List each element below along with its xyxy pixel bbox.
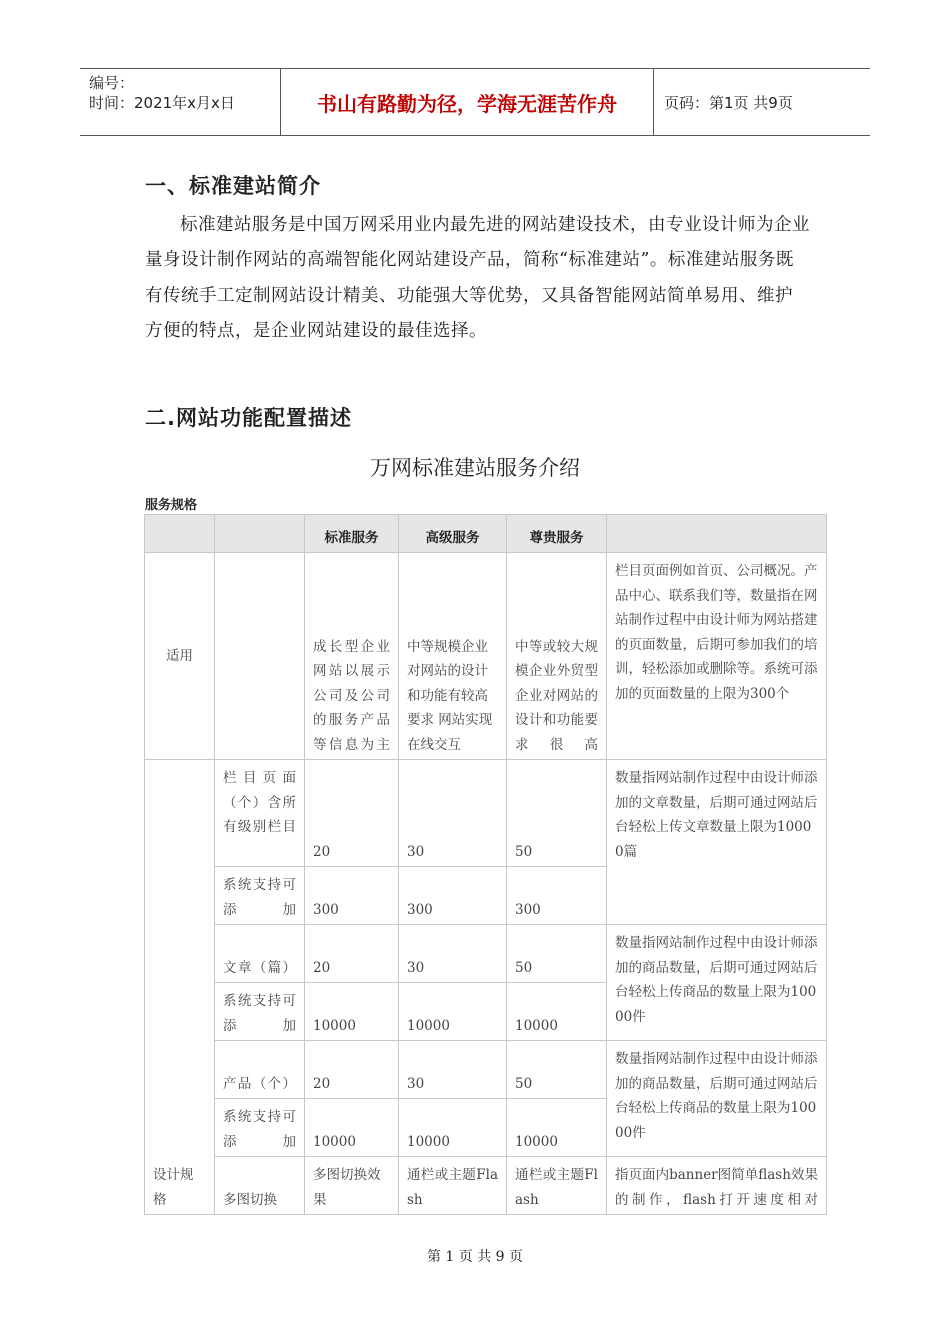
table-row [145,760,827,867]
table-row [145,1157,827,1215]
row-label: 系统支持可添加 [215,1099,305,1157]
section1-paragraph: 标准建站服务是中国万网采用业内最先进的网站建设技术，由专业设计师为企业量身设计制作网站的高端智能化网站建设产品，简称“标准建站”。标准建站服务既有传统手工定制网站设计精美、功能强大等优势，又具备智能网站简单易用、维护方便的特点，是企业网站建设的最佳选择。 [145,215,810,341]
value-cell: 通栏或主题Flash [507,1157,607,1215]
value-cell: 20 [305,760,399,867]
apply-label: 适用 [145,553,215,760]
row-note: 数量指网站制作过程中由设计师添加的商品数量，后期可通过网站后台轻松上传商品的数量上限为10000件 [607,1041,827,1157]
apply-premium: 中等或较大规模企业外贸型企业对网站的设计和功能要求很高 [507,553,607,760]
row-label: 系统支持可添加 [215,867,305,925]
apply-note: 栏目页面例如首页、公司概况。产品中心、联系我们等，数量指在网站制作过程中由设计师为网站搭建的页面数量，后期可参加我们的培训，轻松添加或删除等。系统可添加的页面数量的上限为300个 [607,553,827,760]
page-header [80,68,870,136]
table-header-row [145,515,827,553]
value-cell: 50 [507,925,607,983]
header-time: 时间：2021年x月x日 [89,94,235,112]
header-standard: 标准服务 [305,515,399,553]
value-cell: 300 [399,867,507,925]
section1-title: 一、标准建站简介 [145,174,321,198]
value-cell: 300 [305,867,399,925]
value-cell: 多图切换效果 [305,1157,399,1215]
value-cell: 10000 [399,983,507,1041]
table-row-apply [145,553,827,760]
header-page-info: 页码：第1页 共9页 [664,93,793,112]
value-cell: 通栏或主题Flash [399,1157,507,1215]
table-row [145,925,827,983]
value-cell: 10000 [399,1099,507,1157]
apply-advanced: 中等规模企业对网站的设计和功能有较高要求 网站实现在线交互 [399,553,507,760]
section1-body [145,208,810,349]
value-cell: 10000 [305,1099,399,1157]
row-label: 文章（篇） [215,925,305,983]
service-table [144,514,827,1215]
page-footer: 第 1 页 共 9 页 [426,1249,524,1265]
section2-title: 二.网站功能配置描述 [145,406,352,430]
empty-cell [215,553,305,760]
value-cell: 300 [507,867,607,925]
table-row [145,1041,827,1099]
row-label: 多图切换 [215,1157,305,1215]
row-label: 系统支持可添加 [215,983,305,1041]
header-meta [80,69,281,135]
header-motto: 书山有路勤为径，学海无涯苦作舟 [281,69,654,135]
row-note: 数量指网站制作过程中由设计师添加的商品数量，后期可通过网站后台轻松上传商品的数量上限为10000件 [607,925,827,1041]
header-premium: 尊贵服务 [507,515,607,553]
header-cell [215,515,305,553]
value-cell: 10000 [507,1099,607,1157]
header-number: 编号： [89,74,135,92]
value-cell: 20 [305,925,399,983]
value-cell: 10000 [507,983,607,1041]
value-cell: 20 [305,1041,399,1099]
value-cell: 50 [507,1041,607,1099]
value-cell: 30 [399,1041,507,1099]
row-note: 数量指网站制作过程中由设计师添加的文章数量，后期可通过网站后台轻松上传文章数量上限为10000篇 [607,760,827,925]
group-label: 设计规格 [145,760,215,1215]
apply-standard: 成长型企业网站以展示公司及公司的服务产品等信息为主 [305,553,399,760]
header-cell [607,515,827,553]
row-note: 指页面内banner图简单flash效果的制作，flash打开速度相对 [607,1157,827,1215]
row-label: 栏目页面（个）含所有级别栏目 [215,760,305,867]
value-cell: 30 [399,925,507,983]
spec-label: 服务规格 [145,498,198,513]
value-cell: 50 [507,760,607,867]
value-cell: 10000 [305,983,399,1041]
row-label: 产品（个） [215,1041,305,1099]
value-cell: 30 [399,760,507,867]
header-cell [145,515,215,553]
header-advanced: 高级服务 [399,515,507,553]
table-title: 万网标准建站服务介绍 [370,456,580,480]
